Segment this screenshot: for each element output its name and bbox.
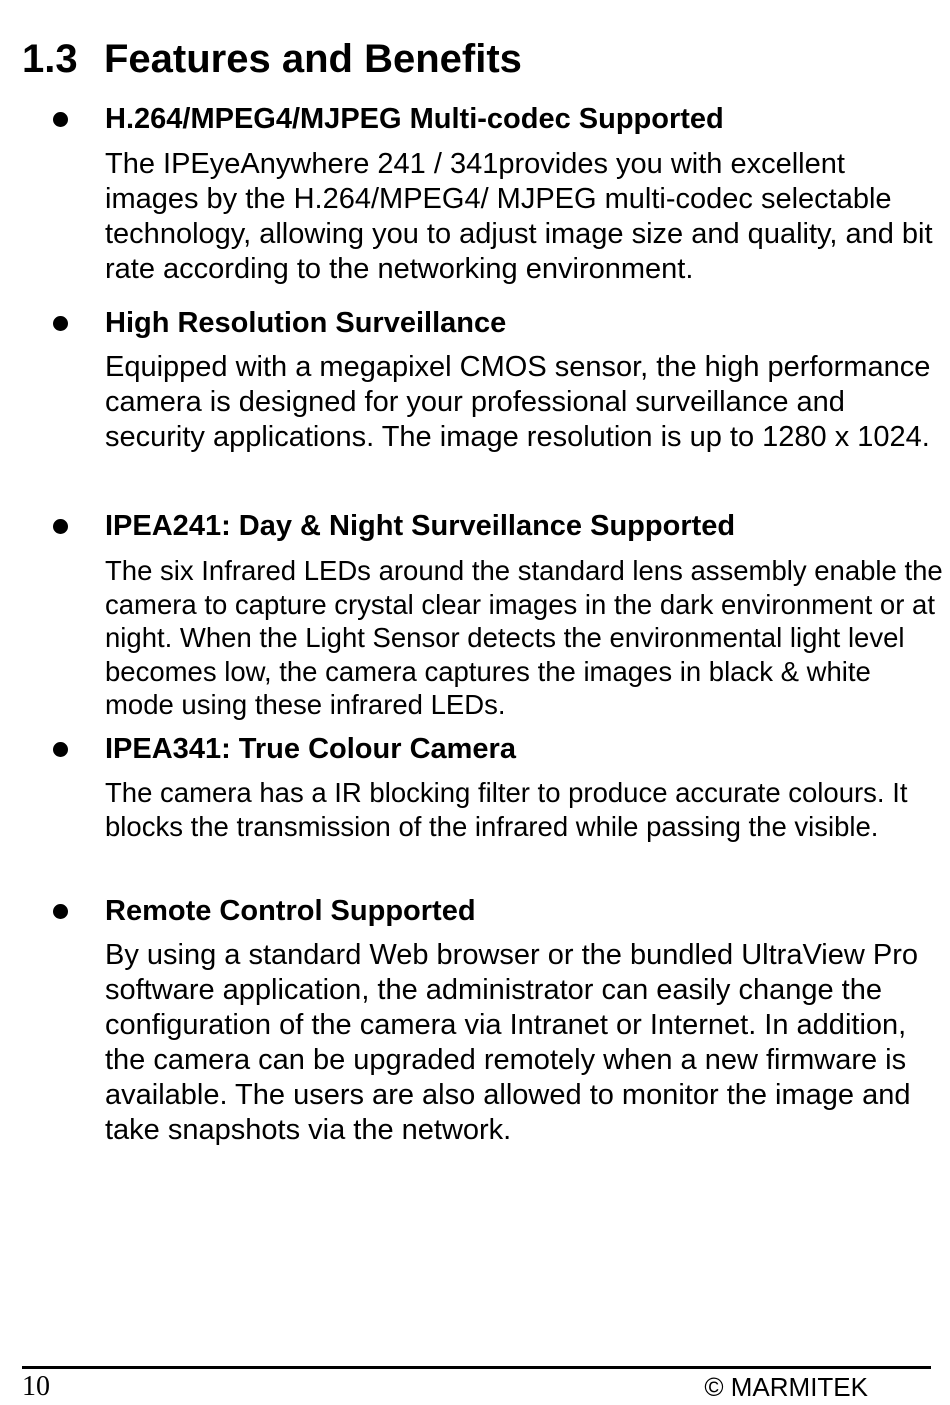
feature-body: The six Infrared LEDs around the standard lens assembly enable the camera to capture crystal clear images in the dark environment or at night. When the Light Sensor detects the environmental light level becomes low, the camera captures the images in black & white mode using these infrared LEDs. — [105, 555, 943, 721]
section-number: 1.3 — [22, 37, 78, 81]
bullet-icon — [53, 316, 68, 331]
feature-title: Remote Control Supported — [105, 895, 476, 927]
section-heading — [22, 34, 522, 84]
feature-body: Equipped with a megapixel CMOS sensor, the high performance camera is designed for your professional surveillance and security applications. The image resolution is up to 1280 x 1024. — [105, 351, 931, 453]
feature-title: H.264/MPEG4/MJPEG Multi-codec Supported — [105, 103, 724, 135]
feature-body: The IPEyeAnywhere 241 / 341provides you with excellent images by the H.264/MPEG4/ MJPEG multi-codec selectable technology, allowing you to adjust image size and quality, and bit rate according to the networking environment. — [105, 148, 933, 285]
section-title: Features and Benefits — [104, 37, 522, 81]
footer-copyright: © MARMITEK — [704, 1372, 868, 1402]
bullet-icon — [53, 112, 68, 127]
feature-body: The camera has a IR blocking filter to produce accurate colours. It blocks the transmission of the infrared while passing the visible. — [105, 777, 908, 842]
bullet-icon — [53, 904, 68, 919]
feature-body: By using a standard Web browser or the bundled UltraView Pro software application, the administrator can easily change the configuration of the camera via Intranet or Internet. In addition, the camera can be upgraded remotely when a new firmware is available. The users are also allowed to monitor the image and take snapshots via the network. — [105, 939, 918, 1146]
bullet-icon — [53, 519, 68, 534]
feature-title: IPEA241: Day & Night Surveillance Supported — [105, 510, 736, 542]
feature-title: IPEA341: True Colour Camera — [105, 733, 516, 765]
page-number: 10 — [22, 1371, 50, 1402]
footer-divider — [22, 1366, 931, 1369]
bullet-icon — [53, 742, 68, 757]
feature-title: High Resolution Surveillance — [105, 307, 507, 339]
